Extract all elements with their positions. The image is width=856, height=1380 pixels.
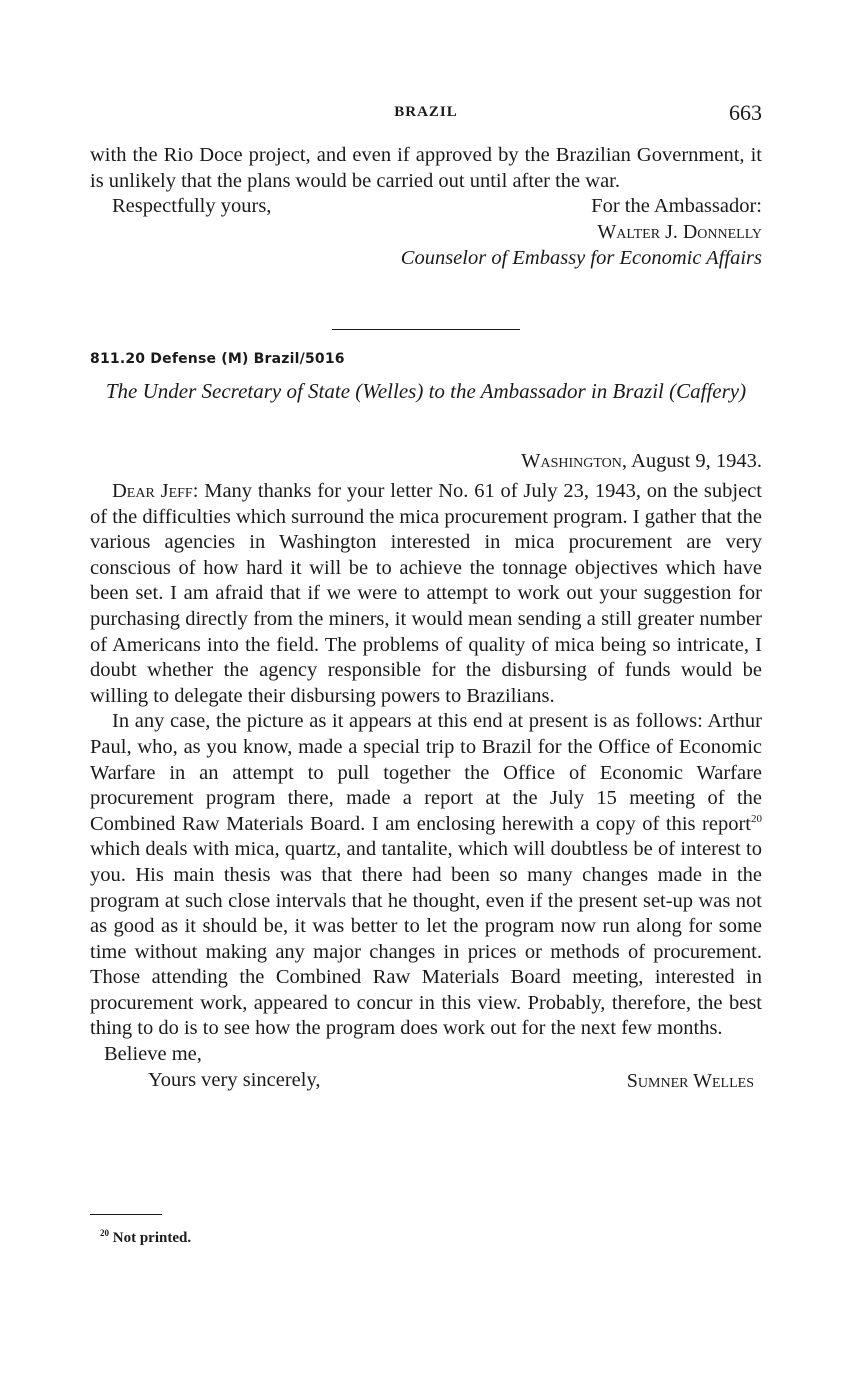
signer-name: Walter J. Donnelly: [597, 221, 762, 244]
believe-me: Believe me,: [104, 1043, 202, 1066]
letter-paragraph-2: [90, 709, 762, 1042]
paragraph-1-text: Many thanks for your letter No. 61 of July 23, 1943, on the subject of the difficulties which surround the mica procurement program. I gather that the various agencies in Washington interested in mica procurement are very conscious of how hard it will be to achieve the tonnage objectives which have been set. I am afraid that if we were to attempt to work out your suggestion for purchasing directly from the miners, it would mean sending a still greater number of Americans into the field. The problems of quality of mica being so intricate, I doubt whether the agency responsible for the disbursing of funds would be willing to delegate their disbursing powers to Brazilians.: [90, 480, 762, 707]
previous-letter-paragraph: with the Rio Doce project, and even if approved by the Brazilian Government, it is unlikely that the plans would be carried out until after the war.: [90, 144, 762, 192]
running-head: [90, 100, 762, 128]
footnote: [100, 1230, 191, 1247]
complimentary-close: Respectfully yours,: [112, 195, 272, 218]
salutation: Dear Jeff:: [112, 480, 199, 502]
footnote-text: Not printed.: [109, 1230, 192, 1246]
running-title: BRAZIL: [394, 104, 458, 120]
page-number: 663: [729, 100, 762, 125]
paragraph-2-text-b: which deals with mica, quartz, and tantalite, which will doubtless be of interest to you. His main thesis was that there had been so many changes made in the program at such close intervals that he thought, even if the present set-up was not as good as it should be, it was better to let the program now run along for some time without making any major changes in prices or methods of procurement. Those attending the Combined Raw Materials Board meeting, interested in procurement work, appeared to concur in this view. Probably, therefore, the best thing to do is to see how the program does work out for the next few months.: [90, 838, 762, 1040]
footnote-reference: 20: [751, 812, 762, 825]
closing-row: [90, 194, 762, 220]
letter-close: Yours very sincerely,: [148, 1068, 321, 1091]
letter-signature: Sumner Welles: [626, 1069, 754, 1092]
dateline: [521, 450, 762, 473]
section-divider: [332, 329, 520, 330]
document-title: The Under Secretary of State (Welles) to the Ambassador in Brazil (Caffery): [105, 379, 747, 403]
file-number: 811.20 Defense (M) Brazil/5016: [90, 351, 345, 367]
footnote-mark: 20: [100, 1228, 109, 1238]
letter-closing-row: [90, 1068, 762, 1094]
for-ambassador-line: For the Ambassador:: [591, 195, 762, 218]
dateline-place: Washington: [521, 450, 622, 472]
letter-body: [90, 479, 762, 1094]
letter-paragraph-1: [90, 479, 762, 709]
paragraph-2-text-a: In any case, the picture as it appears at this end at present is as follows: Arthur Paul, who, as you know, made a special trip to Brazil for the Office of Economic Warfare in an attempt to pull together the Office of Economic Warfare procurement program there, made a report at the July 15 meeting of the Combined Raw Materials Board. I am enclosing herewith a copy of this report: [90, 710, 762, 835]
footnote-rule: [90, 1214, 162, 1215]
signer-title: Counselor of Embassy for Economic Affairs: [400, 246, 762, 269]
previous-letter-ending: [90, 143, 762, 271]
dateline-date: , August 9, 1943.: [621, 450, 762, 472]
